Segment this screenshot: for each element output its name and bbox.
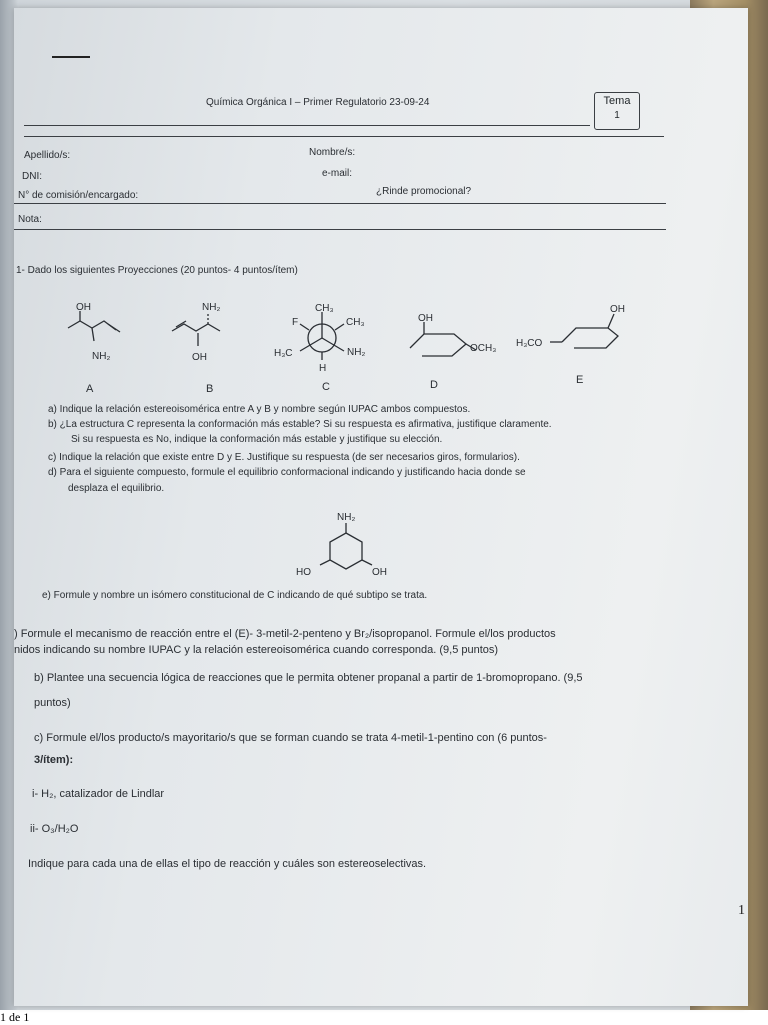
structure-c-f: F <box>292 317 299 328</box>
q2-i: i- H₂, catalizador de Lindlar <box>32 788 165 800</box>
q1-d1: d) Para el siguiente compuesto, formule el equilibrio conformacional indicando y justificando hacia donde se <box>48 467 526 478</box>
structure-c-h3c: H₃C <box>274 348 293 359</box>
top-dash <box>52 56 90 58</box>
label-c: C <box>322 381 330 393</box>
structure-c-h: H <box>319 363 327 374</box>
rinde-field: ¿Rinde promocional? <box>376 186 472 197</box>
structure-b <box>172 313 220 346</box>
field-rule <box>14 203 666 204</box>
tema-label: Tema <box>603 95 631 107</box>
structure-d-och3: OCH₃ <box>470 343 497 354</box>
q1-c: c) Indique la relación que existe entre D y E. Justifique su respuesta (de ser necesarios giros, formularios). <box>48 452 520 463</box>
label-d: D <box>430 379 438 391</box>
q2-a2: nidos indicando su nombre IUPAC y la relación estereoisomérica cuando corresponda. (9,5 puntos) <box>14 644 499 656</box>
header-rule <box>24 125 590 126</box>
nota-field: Nota: <box>18 214 42 225</box>
nota-rule <box>14 229 666 230</box>
q1-d2: desplaza el equilibrio. <box>68 483 165 494</box>
label-a: A <box>86 383 94 393</box>
exam-title: Química Orgánica I – Primer Regulatorio 23-09-24 <box>206 97 430 108</box>
header-rule-2 <box>24 136 664 137</box>
label-e: E <box>576 374 584 386</box>
structure-e-oh: OH <box>610 304 625 315</box>
q1-a: a) Indique la relación estereoisomérica entre A y B y nombre según IUPAC ambos compuestos. <box>48 404 471 415</box>
structure-d-oh: OH <box>418 313 433 324</box>
comision-field: N° de comisión/encargado: <box>18 190 139 201</box>
structure-e-h3co: H₃CO <box>516 338 543 349</box>
email-field: e-mail: <box>322 168 353 179</box>
structure-c-nh2: NH₂ <box>347 347 366 358</box>
label-b: B <box>206 383 214 393</box>
structure-a <box>68 311 120 341</box>
structure-c-newman <box>300 312 344 360</box>
q1-structures <box>14 278 748 393</box>
q2-b2: puntos) <box>34 697 71 709</box>
structure-c-ch3-right: CH₃ <box>346 317 365 328</box>
structure-d-chair <box>410 322 476 356</box>
apellido-field: Apellido/s: <box>24 150 71 161</box>
tema-number: 1 <box>614 110 620 121</box>
q2-ii: ii- O₃/H₂O <box>30 823 79 835</box>
tema-box <box>594 92 640 130</box>
dni-field: DNI: <box>22 171 42 182</box>
q2-a1: ) Formule el mecanismo de reacción entre el (E)- 3-metil-2-penteno y Br₂/isopropanol. Formule el/los productos <box>14 628 556 640</box>
page-footer: 1 de 1 <box>0 1010 30 1024</box>
structure-a-nh2: NH₂ <box>92 351 111 362</box>
q1-b2: Si su respuesta es No, indique la conformación más estable y justifique su elección. <box>71 434 443 445</box>
nombre-field: Nombre/s: <box>309 147 356 158</box>
compound-ho: HO <box>296 567 311 578</box>
structure-e-chair <box>550 314 618 348</box>
q2-c1: c) Formule el/los producto/s mayoritario/s que se forman cuando se trata 4-metil-1-pentino con (6 puntos- <box>34 732 547 744</box>
compound-nh2: NH₂ <box>337 512 356 523</box>
q2-c2: 3/ítem): <box>34 754 74 766</box>
q1-intro: 1- Dado los siguientes Proyecciones (20 puntos- 4 puntos/ítem) <box>16 265 298 276</box>
q1-e: e) Formule y nombre un isómero constitucional de C indicando de qué subtipo se trata. <box>42 590 428 601</box>
page-number: 1 <box>738 903 745 918</box>
exam-sheet <box>14 8 748 1006</box>
compound-oh: OH <box>372 567 387 578</box>
q2-b1: b) Plantee una secuencia lógica de reacciones que le permita obtener propanal a partir de 1-bromopropano. (9,5 <box>34 672 583 684</box>
q1-b1: b) ¿La estructura C representa la conformación más estable? Si su respuesta es afirmativa, justifique claramente. <box>48 419 552 430</box>
q1-d-compound <box>284 503 424 583</box>
q2-final: Indique para cada una de ellas el tipo de reacción y cuáles son estereoselectivas. <box>28 858 427 870</box>
structure-b-oh: OH <box>192 352 207 363</box>
structure-a-oh: OH <box>76 302 91 313</box>
structure-c-ch3-top: CH₃ <box>315 303 334 314</box>
structure-b-nh2: NH₂ <box>202 302 221 313</box>
